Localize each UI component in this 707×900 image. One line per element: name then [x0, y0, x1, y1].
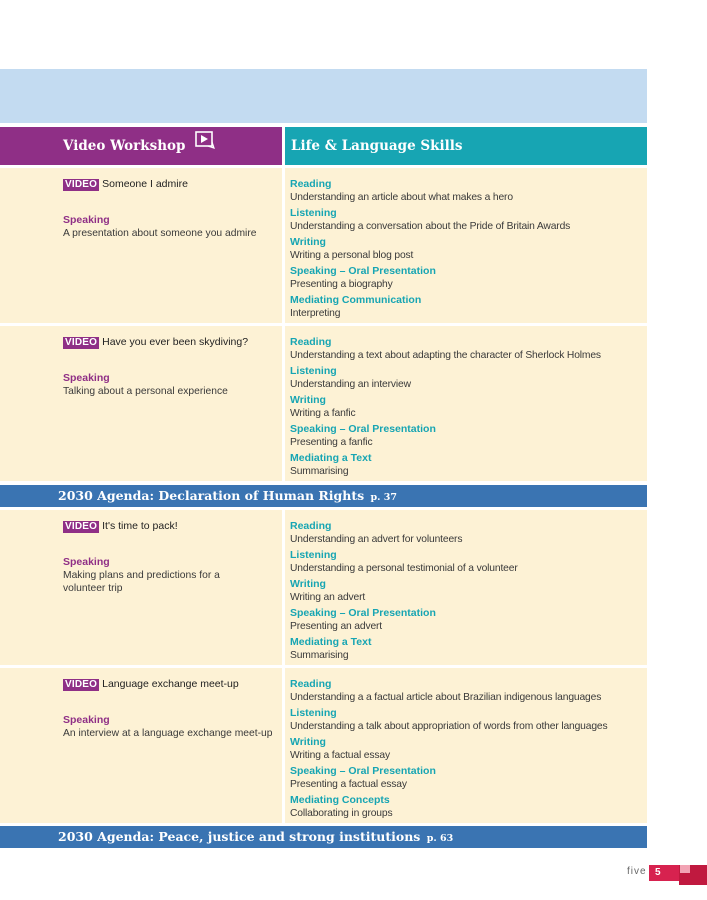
- skill-text: Interpreting: [290, 308, 341, 319]
- skills-cell: [285, 510, 647, 665]
- speaking-text: An interview at a language exchange meet-up: [63, 728, 273, 739]
- skills-list: [290, 178, 645, 323]
- video-line: [63, 178, 188, 191]
- skill-heading: Reading: [290, 178, 332, 190]
- page-number: 5: [649, 865, 679, 881]
- skill-text: Summarising: [290, 650, 349, 661]
- speaking-text: Talking about a personal experience: [63, 386, 228, 397]
- skill-text: Writing a fanfic: [290, 408, 356, 419]
- unit-row: [0, 168, 647, 323]
- skill-text: Writing a factual essay: [290, 750, 390, 761]
- skill-item: [290, 178, 645, 204]
- unit-row: [0, 668, 647, 823]
- skill-heading: Writing: [290, 578, 326, 590]
- agenda-banner: [0, 485, 647, 507]
- life-language-title: Life & Language Skills: [291, 138, 463, 154]
- skill-heading: Listening: [290, 207, 337, 219]
- skill-text: Understanding a text about adapting the character of Sherlock Holmes: [290, 350, 601, 361]
- skill-heading: Reading: [290, 678, 332, 690]
- skill-item: [290, 607, 645, 633]
- skill-text: Understanding an interview: [290, 379, 411, 390]
- skill-item: [290, 336, 645, 362]
- speaking-block: [63, 372, 278, 398]
- skill-item: [290, 794, 645, 820]
- speaking-heading: Speaking: [63, 372, 110, 384]
- skill-item: [290, 452, 645, 478]
- speaking-text: Making plans and predictions for a volunteer trip: [63, 570, 220, 594]
- play-icon: [195, 126, 215, 164]
- skill-item: [290, 636, 645, 662]
- skill-text: Writing a personal blog post: [290, 250, 414, 261]
- skills-cell: [285, 668, 647, 823]
- skill-text: Presenting a factual essay: [290, 779, 407, 790]
- speaking-block: [63, 214, 278, 240]
- top-color-band: [0, 69, 647, 123]
- skill-item: [290, 549, 645, 575]
- skill-heading: Writing: [290, 394, 326, 406]
- skill-text: Understanding a personal testimonial of a volunteer: [290, 563, 518, 574]
- skill-text: Understanding an advert for volunteers: [290, 534, 463, 545]
- video-badge: VIDEO: [65, 337, 98, 348]
- speaking-heading: Speaking: [63, 556, 110, 568]
- speaking-block: [63, 714, 278, 740]
- skill-item: [290, 707, 645, 733]
- skills-list: [290, 678, 645, 823]
- skill-item: [290, 265, 645, 291]
- agenda-page: p. 37: [370, 492, 398, 503]
- video-title: Have you ever been skydiving?: [102, 336, 249, 348]
- agenda-title: 2030 Agenda: Peace, justice and strong institutions: [58, 829, 421, 844]
- video-workshop-cell: [0, 168, 282, 323]
- skills-list: [290, 336, 645, 481]
- video-line: [63, 678, 239, 691]
- skill-text: Understanding an article about what makes a hero: [290, 192, 513, 203]
- speaking-heading: Speaking: [63, 214, 110, 226]
- video-workshop-header: [0, 127, 282, 165]
- speaking-block: [63, 556, 238, 595]
- video-line: [63, 336, 248, 349]
- skill-heading: Listening: [290, 707, 337, 719]
- video-title: Someone I admire: [102, 178, 188, 190]
- skill-item: [290, 236, 645, 262]
- skill-heading: Mediating a Text: [290, 452, 372, 464]
- skill-heading: Speaking – Oral Presentation: [290, 265, 436, 277]
- agenda-page: p. 63: [426, 833, 454, 844]
- video-workshop-cell: [0, 668, 282, 823]
- skill-text: Collaborating in groups: [290, 808, 393, 819]
- skill-item: [290, 765, 645, 791]
- video-line: [63, 520, 178, 533]
- page-number-word: five: [627, 866, 647, 877]
- life-language-header: [285, 127, 647, 165]
- skill-text: Presenting an advert: [290, 621, 383, 632]
- table-header: [0, 127, 647, 165]
- skill-text: Presenting a fanfic: [290, 437, 373, 448]
- skill-heading: Speaking – Oral Presentation: [290, 607, 436, 619]
- skill-item: [290, 578, 645, 604]
- skill-item: [290, 207, 645, 233]
- skill-heading: Listening: [290, 549, 337, 561]
- speaking-heading: Speaking: [63, 714, 110, 726]
- skill-item: [290, 678, 645, 704]
- skills-list: [290, 520, 645, 665]
- skills-cell: [285, 326, 647, 481]
- video-badge: VIDEO: [65, 679, 98, 690]
- video-title: It's time to pack!: [102, 520, 178, 532]
- unit-row: [0, 326, 647, 481]
- skill-item: [290, 294, 645, 320]
- skill-heading: Writing: [290, 736, 326, 748]
- agenda-title: 2030 Agenda: Declaration of Human Rights: [58, 488, 365, 503]
- skill-heading: Reading: [290, 336, 332, 348]
- agenda-banner: [0, 826, 647, 848]
- video-workshop-cell: [0, 510, 282, 665]
- unit-row: [0, 510, 647, 665]
- skill-text: Understanding a conversation about the Pride of Britain Awards: [290, 221, 571, 232]
- skill-heading: Writing: [290, 236, 326, 248]
- skill-heading: Speaking – Oral Presentation: [290, 423, 436, 435]
- skill-heading: Speaking – Oral Presentation: [290, 765, 436, 777]
- skill-text: Understanding a a factual article about Brazilian indigenous languages: [290, 692, 602, 703]
- skill-heading: Mediating Concepts: [290, 794, 390, 806]
- skills-cell: [285, 168, 647, 323]
- skill-text: Summarising: [290, 466, 349, 477]
- video-title: Language exchange meet-up: [102, 678, 239, 690]
- page-corner-fold: [680, 865, 690, 873]
- skill-text: Writing an advert: [290, 592, 366, 603]
- skill-text: Presenting a biography: [290, 279, 393, 290]
- speaking-text: A presentation about someone you admire: [63, 228, 257, 239]
- skill-heading: Reading: [290, 520, 332, 532]
- skill-text: Understanding a talk about appropriation of words from other languages: [290, 721, 608, 732]
- video-workshop-cell: [0, 326, 282, 481]
- skill-item: [290, 736, 645, 762]
- skill-heading: Mediating Communication: [290, 294, 422, 306]
- skill-heading: Mediating a Text: [290, 636, 372, 648]
- video-badge: VIDEO: [65, 179, 98, 190]
- skill-item: [290, 423, 645, 449]
- video-badge: VIDEO: [65, 521, 98, 532]
- skill-item: [290, 394, 645, 420]
- video-workshop-title: Video Workshop: [63, 138, 186, 154]
- skill-heading: Listening: [290, 365, 337, 377]
- skill-item: [290, 365, 645, 391]
- skill-item: [290, 520, 645, 546]
